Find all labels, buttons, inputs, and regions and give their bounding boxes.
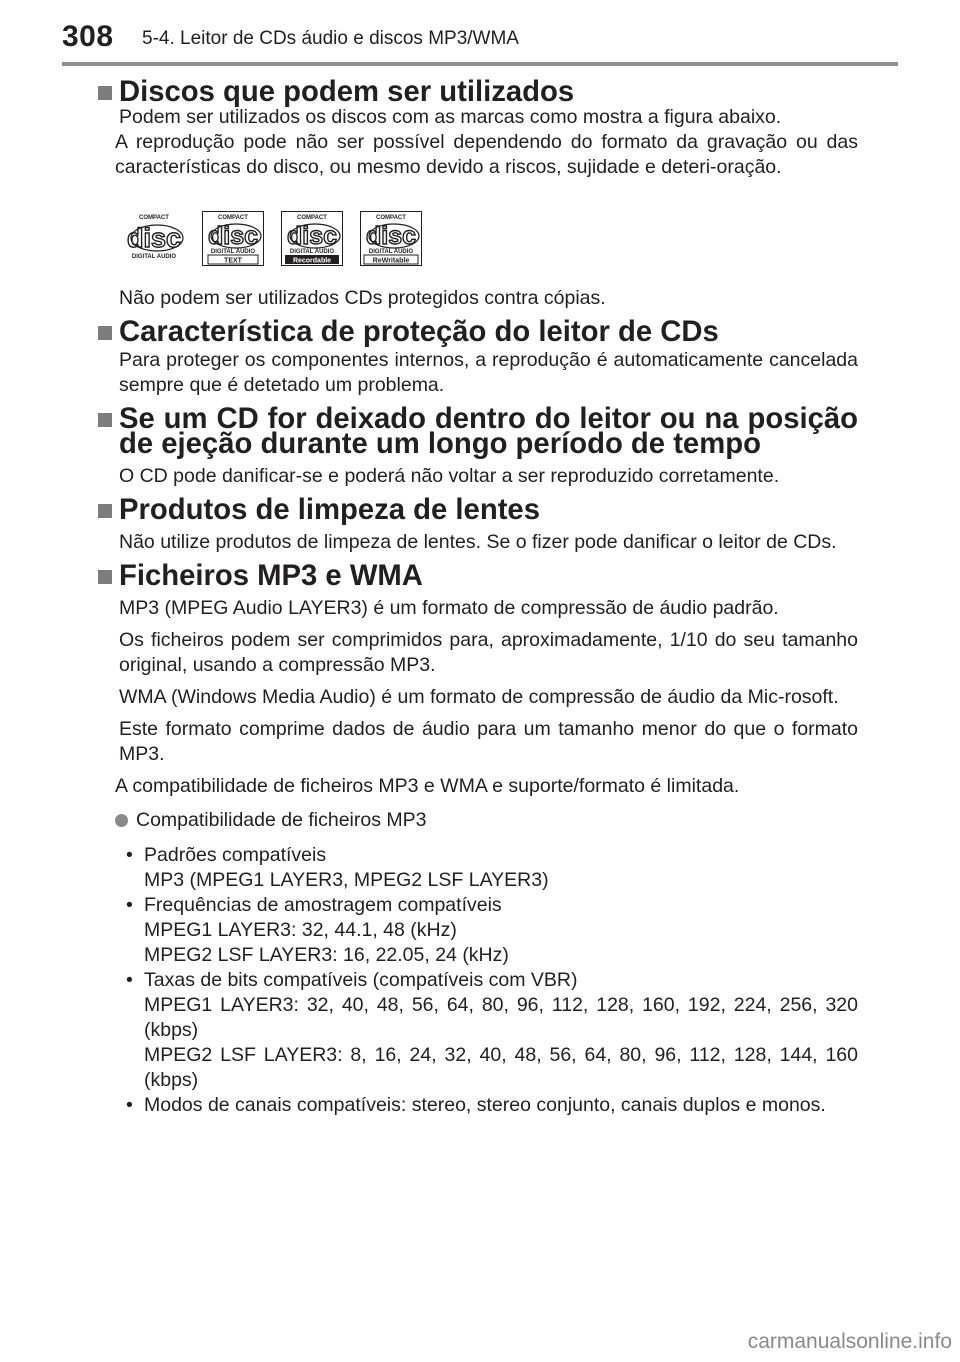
cd-text-logo-icon bbox=[202, 211, 264, 266]
logo-disc: disc bbox=[207, 222, 259, 250]
disc-logos bbox=[123, 211, 858, 266]
cd-rewritable-logo-icon bbox=[360, 211, 422, 266]
list-item-head: • Padrões compatíveis bbox=[144, 844, 327, 866]
paragraph: Não utilize produtos de limpeza de lentes. Se o fizer pode danificar o leitor de CDs. bbox=[119, 531, 837, 553]
logo-line1: DIGITAL AUDIO bbox=[289, 249, 335, 255]
logo-brand: COMPACT bbox=[297, 215, 327, 221]
paragraph: Para proteger os componentes internos, a reprodução é automaticamente cancelada sempre que é detetado um problema. bbox=[119, 349, 858, 396]
section-title-text: Se um CD for deixado dentro do leitor ou na posição de ejeção durante um longo período de tempo bbox=[119, 403, 858, 460]
logo-line1: DIGITAL AUDIO bbox=[131, 254, 177, 260]
logo-line2: TEXT bbox=[224, 257, 242, 265]
header-rule bbox=[62, 62, 898, 66]
square-bullet-icon bbox=[98, 504, 112, 518]
paragraph: Este formato comprime dados de áudio para um tamanho menor do que o formato MP3. bbox=[119, 718, 858, 765]
paragraph: A reprodução pode não ser possível dependendo do formato da gravação ou das características do disco, ou mesmo devido a riscos, sujidade e deteri-oração. bbox=[115, 131, 858, 178]
logo-disc: disc bbox=[126, 223, 182, 253]
logo-line1: DIGITAL AUDIO bbox=[210, 249, 256, 255]
watermark: carmanualsonline.info bbox=[747, 1330, 952, 1353]
section-title-text: Produtos de limpeza de lentes bbox=[119, 494, 540, 526]
paragraph: WMA (Windows Media Audio) é um formato de compressão de áudio da Mic-rosoft. bbox=[119, 686, 839, 708]
logo-line2: ReWritable bbox=[372, 257, 410, 265]
section-title-text: Discos que podem ser utilizados bbox=[119, 76, 575, 108]
paragraph: Podem ser utilizados os discos com as marcas como mostra a figura abaixo. bbox=[119, 106, 782, 128]
list-item bbox=[124, 893, 858, 968]
paragraph: MP3 (MPEG Audio LAYER3) é um formato de compressão de áudio padrão. bbox=[119, 597, 779, 619]
list-item-line: MPEG1 LAYER3: 32, 44.1, 48 (kHz) bbox=[144, 919, 457, 941]
page-header bbox=[0, 0, 960, 60]
list-item bbox=[124, 843, 858, 893]
section-title bbox=[98, 403, 858, 460]
section-title-text: Característica de proteção do leitor de CDs bbox=[119, 316, 719, 348]
section-title bbox=[98, 560, 858, 592]
list-item-head: • Frequências de amostragem compatíveis bbox=[144, 894, 502, 916]
page-content bbox=[98, 76, 858, 1118]
list-item-line: MP3 (MPEG1 LAYER3, MPEG2 LSF LAYER3) bbox=[144, 869, 549, 891]
list-item bbox=[124, 968, 858, 1093]
square-bullet-icon bbox=[98, 326, 112, 340]
section-title-text: Ficheiros MP3 e WMA bbox=[119, 560, 423, 592]
square-bullet-icon bbox=[98, 86, 112, 100]
compact-disc-recordable-logo bbox=[281, 211, 343, 266]
bullet-list bbox=[124, 843, 858, 1118]
list-item-line: MPEG2 LSF LAYER3: 8, 16, 24, 32, 40, 48, 56, 64, 80, 96, 112, 128, 144, 160 (kbps) bbox=[144, 1044, 858, 1091]
square-bullet-icon bbox=[98, 570, 112, 584]
chapter-title: 5-4. Leitor de CDs áudio e discos MP3/WMA bbox=[142, 28, 519, 49]
subsection-title-text: Compatibilidade de ficheiros MP3 bbox=[136, 809, 427, 831]
paragraph: Não podem ser utilizados CDs protegidos contra cópias. bbox=[119, 287, 606, 309]
list-item-head: • Taxas de bits compatíveis (compatíveis com VBR) bbox=[144, 969, 578, 991]
circle-bullet-icon bbox=[115, 814, 128, 827]
list-item-line: MPEG2 LSF LAYER3: 16, 22.05, 24 (kHz) bbox=[144, 944, 509, 966]
logo-brand: COMPACT bbox=[139, 215, 169, 221]
paragraph: O CD pode danificar-se e poderá não voltar a ser reproduzido corretamente. bbox=[119, 465, 780, 487]
section-title bbox=[98, 316, 858, 348]
logo-disc: disc bbox=[286, 222, 338, 250]
compact-disc-logo bbox=[123, 211, 185, 266]
logo-line2: Recordable bbox=[292, 257, 332, 265]
list-item-line: MPEG1 LAYER3: 32, 40, 48, 56, 64, 80, 96, 112, 128, 160, 192, 224, 256, 320 (kbps) bbox=[144, 994, 858, 1041]
logo-line1: DIGITAL AUDIO bbox=[368, 249, 414, 255]
paragraph: A compatibilidade de ficheiros MP3 e WMA e suporte/formato é limitada. bbox=[115, 775, 740, 797]
compact-disc-rewritable-logo bbox=[360, 211, 422, 266]
list-item bbox=[124, 1093, 858, 1118]
cd-logo-icon bbox=[123, 211, 185, 266]
page-number: 308 bbox=[62, 20, 114, 53]
logo-brand: COMPACT bbox=[218, 215, 248, 221]
list-item-head: • Modos de canais compatíveis: stereo, stereo conjunto, canais duplos e monos. bbox=[144, 1094, 826, 1116]
cd-recordable-logo-icon bbox=[281, 211, 343, 266]
section-title bbox=[98, 76, 858, 108]
paragraph: Os ficheiros podem ser comprimidos para, aproximadamente, 1/10 do seu tamanho original, usando a compressão MP3. bbox=[119, 629, 858, 676]
logo-brand: COMPACT bbox=[376, 215, 406, 221]
section-title bbox=[98, 494, 858, 526]
subsection-title bbox=[98, 808, 858, 833]
square-bullet-icon bbox=[98, 413, 112, 427]
compact-disc-text-logo bbox=[202, 211, 264, 266]
logo-disc: disc bbox=[365, 222, 417, 250]
